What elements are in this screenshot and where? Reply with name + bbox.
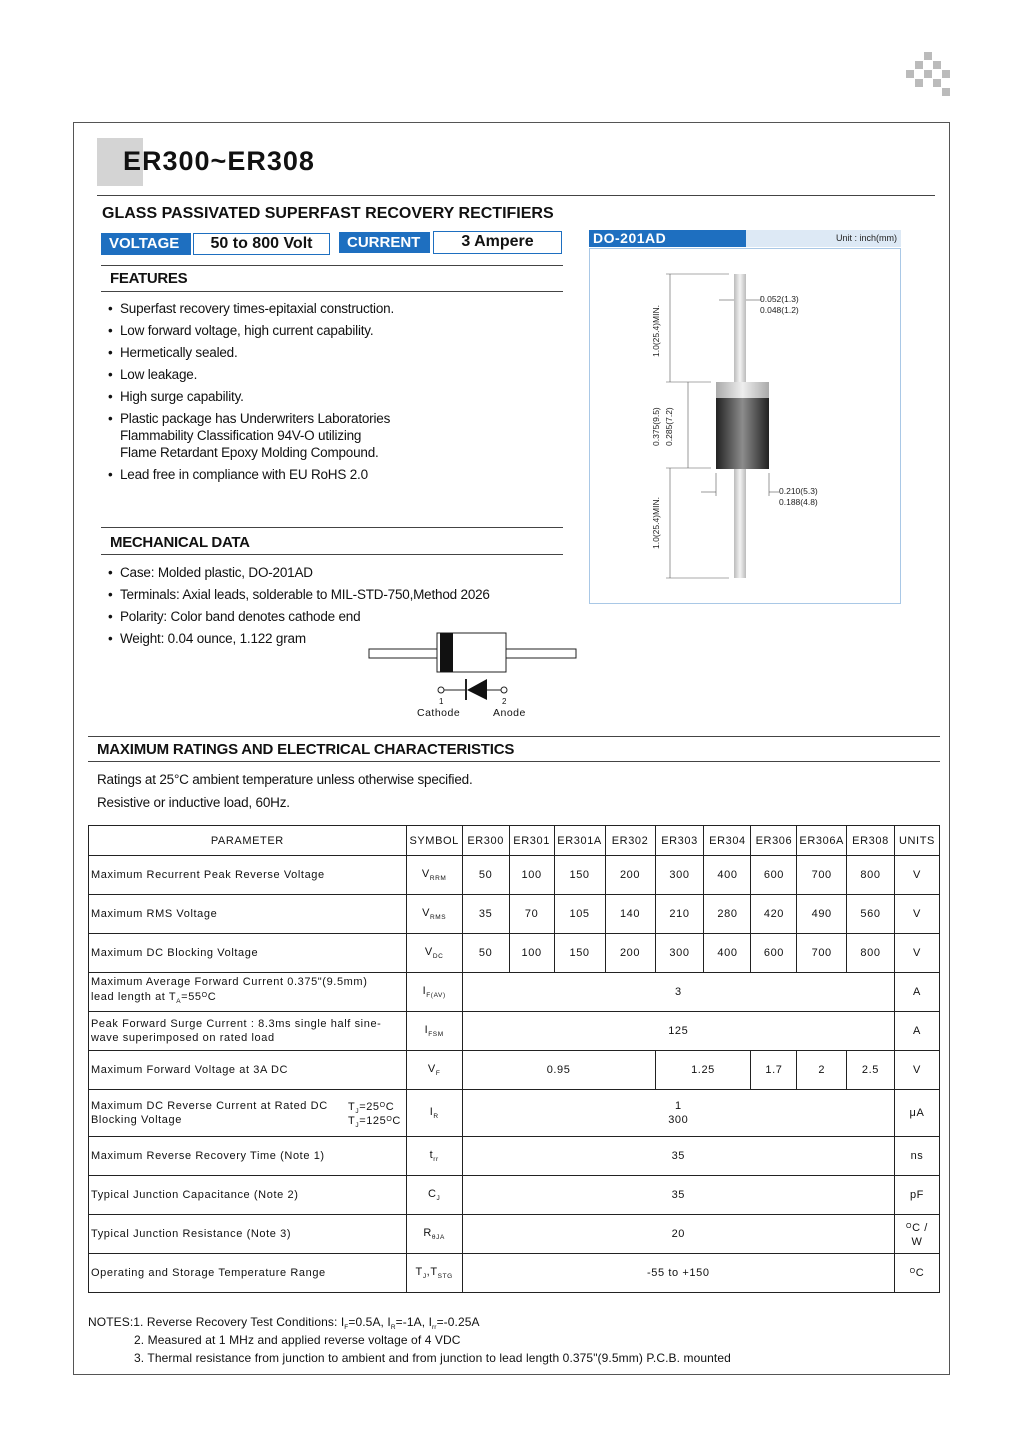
symbol-cell: $V_F$ [406,1051,462,1090]
value-cell: 400 [704,856,751,895]
value-cell: 490 [797,895,847,934]
value-cell: 1.25 [655,1051,751,1090]
value-cell: 300 [655,856,704,895]
value-cell: 600 [751,934,797,973]
dim-body-length-max: 0.375(9.5) [651,407,661,446]
value-cell: 2 [797,1051,847,1090]
value-cell: -55 to +150 [462,1254,894,1293]
table-row [89,1176,940,1215]
current-value: 3 Ampere [433,231,562,254]
symbol-cell: $C_J$ [406,1176,462,1215]
value-cell: 140 [605,895,655,934]
list-item-line: Flame Retardant Epoxy Molding Compound. [120,445,379,460]
header-cell: ER301 [509,826,554,856]
list-item-line: Flammability Classification 94V-O utilizing [120,428,362,443]
header-cell: PARAMETER [89,826,407,856]
table-row [89,1215,940,1254]
header-cell: ER306A [797,826,847,856]
unit-cell: A [894,1012,939,1051]
voltage-label: VOLTAGE [101,233,191,255]
value-cell: 800 [847,856,895,895]
header-cell: ER306 [751,826,797,856]
value-cell: 600 [751,856,797,895]
header-cell: ER301A [554,826,605,856]
divider [101,527,563,528]
package-header [589,230,901,247]
value-cell: 800 [847,934,895,973]
diode-symbol-icon [432,676,512,700]
value-cell: 0.95 [462,1051,655,1090]
symbol-cell: $I_{FSM}$ [406,1012,462,1051]
value-cell: 100 [509,856,554,895]
param-cell: Maximum DC Blocking Voltage [89,934,407,973]
list-item: • Superfast recovery times-epitaxial construction. [108,300,394,317]
dim-body-dia-max: 0.210(5.3) [779,486,818,496]
pin-2-label: 2 [502,697,507,706]
voltage-value: 50 to 800 Volt [193,233,330,255]
param-cell: Maximum RMS Voltage [89,895,407,934]
symbol-cell: $I_{F(AV)}$ [406,973,462,1012]
cathode-label: Cathode [417,707,461,719]
table-header-row [89,826,940,856]
table-row [89,856,940,895]
dim-body-length-min: 0.285(7.2) [664,407,674,446]
unit-cell: V [894,856,939,895]
value-cell: 280 [704,895,751,934]
dim-lead-length-bottom: 1.0(25.4)MIN. [651,497,661,549]
header-cell: ER302 [605,826,655,856]
table-row [89,934,940,973]
unit-cell: V [894,1051,939,1090]
symbol-cell: $V_{DC}$ [406,934,462,973]
divider [101,265,563,266]
value-cell: 1.7 [751,1051,797,1090]
list-item: • High surge capability. [108,388,394,405]
current-label: CURRENT [339,232,430,253]
symbol-cell: $t_{rr}$ [406,1137,462,1176]
table-row [89,973,940,1012]
list-item: • Case: Molded plastic, DO-201AD [108,564,490,581]
divider [97,195,935,196]
diode-body-illustration [368,628,580,678]
param-cell: Maximum Forward Voltage at 3A DC [89,1051,407,1090]
param-cell: Maximum DC Reverse Current at Rated DC Blocking Voltage $T_J=25^OC$ $T_J=125^OC$ [89,1090,407,1137]
value-cell: 2.5 [847,1051,895,1090]
list-item: • Lead free in compliance with EU RoHS 2.0 [108,466,394,483]
value-cell: 700 [797,856,847,895]
note-2: 2. Measured at 1 MHz and applied reverse voltage of 4 VDC [134,1333,461,1347]
unit-cell: $^O$C / W [894,1215,939,1254]
table-row [89,1012,940,1051]
value-cell: 50 [462,856,509,895]
table-row [89,1051,940,1090]
value-cell: 700 [797,934,847,973]
mechanical-heading: MECHANICAL DATA [110,534,250,551]
note-1: NOTES:1. Reverse Recovery Test Conditions: $I_F=0.5A$, $I_R=-1A$, $I_{rr}=-0.25A$ [88,1315,480,1331]
unit-cell: μA [894,1090,939,1137]
ratings-table [88,825,940,1293]
value-cell: 35 [462,1137,894,1176]
header-cell: UNITS [894,826,939,856]
unit-cell: V [894,934,939,973]
ratings-note: Ratings at 25°C ambient temperature unless otherwise specified. [97,772,473,787]
param-cell: Maximum Recurrent Peak Reverse Voltage [89,856,407,895]
value-cell: 300 [655,934,704,973]
value-cell: 150 [554,934,605,973]
value-cell: 210 [655,895,704,934]
list-item [108,410,394,461]
dim-lead-dia-max: 0.052(1.3) [760,294,799,304]
note-3: 3. Thermal resistance from junction to ambient and from junction to lead length 0.375"(9.5mm) P.C.B. mounted [134,1351,731,1365]
ratings-note: Resistive or inductive load, 60Hz. [97,795,290,810]
package-name: DO-201AD [589,230,746,247]
package-outline-drawing [589,248,901,604]
value-cell: 35 [462,1176,894,1215]
table-row [89,895,940,934]
table-row [89,1254,940,1293]
param-cell: Operating and Storage Temperature Range [89,1254,407,1293]
param-cell: Peak Forward Surge Current : 8.3ms single half sine- wave superimposed on rated load [89,1012,407,1051]
unit-cell: $^O$C [894,1254,939,1293]
value-cell: 150 [554,856,605,895]
page-title: ER300~ER308 [123,146,315,176]
symbol-cell: $V_{RMS}$ [406,895,462,934]
features-list [108,300,394,483]
value-cell: 420 [751,895,797,934]
unit-note: Unit : inch(mm) [835,233,897,243]
value-cell: 200 [605,934,655,973]
anode-label: Anode [493,707,526,719]
param-cell: Typical Junction Resistance (Note 3) [89,1215,407,1254]
header-cell: ER300 [462,826,509,856]
header-cell: ER308 [847,826,895,856]
value-cell: 105 [554,895,605,934]
list-item-line: • Plastic package has Underwriters Laboratories [120,411,391,426]
value-cell: 100 [509,934,554,973]
value-cell: 70 [509,895,554,934]
unit-cell: pF [894,1176,939,1215]
list-item: • Weight: 0.04 ounce, 1.122 gram [108,630,490,647]
unit-cell: ns [894,1137,939,1176]
value-cell: 200 [605,856,655,895]
symbol-cell: $I_R$ [406,1090,462,1137]
divider [88,761,940,762]
product-subtitle: GLASS PASSIVATED SUPERFAST RECOVERY RECTIFIERS [102,205,554,222]
value-cell: 3 [462,973,894,1012]
value-cell: 35 [462,895,509,934]
pin-1-label: 1 [439,697,444,706]
value-cell: 125 [462,1012,894,1051]
symbol-cell: $V_{RRM}$ [406,856,462,895]
value-cell: 50 [462,934,509,973]
value-cell: 400 [704,934,751,973]
value-cell: 1 300 [462,1090,894,1137]
header-cell: ER304 [704,826,751,856]
list-item: • Hermetically sealed. [108,344,394,361]
symbol-cell: $T_J,T_{STG}$ [406,1254,462,1293]
unit-cell: V [894,895,939,934]
divider [88,736,940,737]
dim-body-dia-min: 0.188(4.8) [779,497,818,507]
param-cell: Maximum Average Forward Current 0.375"(9.5mm) lead length at $T_A=55^OC$ [89,973,407,1012]
dim-lead-dia-min: 0.048(1.2) [760,305,799,315]
list-item: • Polarity: Color band denotes cathode end [108,608,490,625]
ratings-heading: MAXIMUM RATINGS AND ELECTRICAL CHARACTERISTICS [97,741,515,758]
symbol-cell: $R_{\theta JA}$ [406,1215,462,1254]
param-cell: Maximum Reverse Recovery Time (Note 1) [89,1137,407,1176]
value-cell: 20 [462,1215,894,1254]
list-item: • Low leakage. [108,366,394,383]
value-cell: 560 [847,895,895,934]
table-row [89,1137,940,1176]
unit-cell: A [894,973,939,1012]
features-heading: FEATURES [110,270,188,287]
divider [101,291,563,292]
list-item: • Terminals: Axial leads, solderable to MIL-STD-750,Method 2026 [108,586,490,603]
table-row [89,1090,940,1137]
header-cell: SYMBOL [406,826,462,856]
brand-logo-icon [906,52,950,96]
list-item: • Low forward voltage, high current capability. [108,322,394,339]
param-cell: Typical Junction Capacitance (Note 2) [89,1176,407,1215]
dim-lead-length-top: 1.0(25.4)MIN. [651,305,661,357]
divider [101,554,563,555]
header-cell: ER303 [655,826,704,856]
